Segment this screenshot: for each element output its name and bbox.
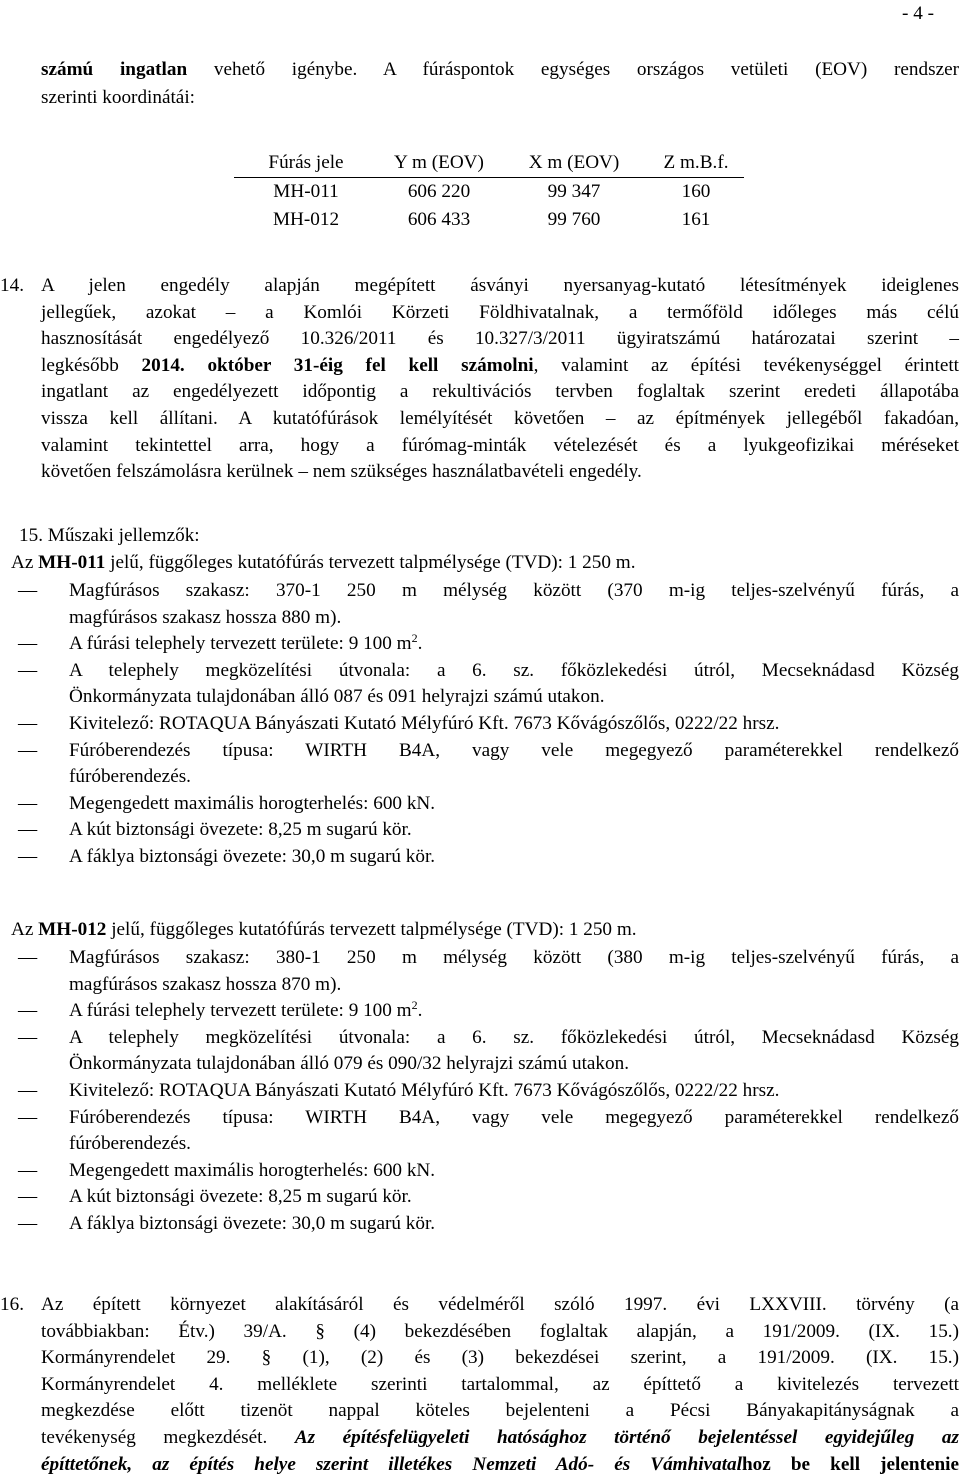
text-run: Az <box>11 919 39 940</box>
intro-text: vehető igénybe. A fúráspontok egységes országos vetületi (EOV) rendszer <box>187 59 959 80</box>
section-15-heading: 15. Műszaki jellemzők: <box>19 525 200 546</box>
dash-bullet: — <box>18 1106 38 1128</box>
table-cell: 99 347 <box>547 180 601 202</box>
intro-line-2: szerinti koordinátái: <box>41 87 195 108</box>
intro-bold: számú ingatlan <box>41 59 188 80</box>
table-header-cell: Y m (EOV) <box>378 149 500 178</box>
mh011-summary <box>11 550 636 577</box>
list-item <box>18 791 960 818</box>
item-text: A fúrási telephely tervezett területe: 9 100 m <box>69 1000 412 1022</box>
text-run: , valamint az építési tevékenységgel érintett <box>533 354 959 376</box>
text-run: tevékenység megkezdését. <box>41 1426 295 1448</box>
paragraph-line: Az épített környezet alakításáról és védelméről szóló 1997. évi LXXVIII. törvény (a <box>41 1294 959 1315</box>
well-id-bold: MH-012 <box>38 919 107 940</box>
item-text: Megengedett maximális horogterhelés: 600 kN. <box>69 1159 436 1181</box>
list-item <box>18 738 959 791</box>
list-item <box>18 1211 960 1238</box>
item-text: A fúrási telephely tervezett területe: 9 100 m <box>69 633 412 655</box>
paragraph-line: hasznosítását engedélyező 10.326/2011 és 10.327/3/2011 ügyiratszámú határozatai szerint – <box>41 328 959 350</box>
item-text: Önkormányzata tulajdonában álló 079 és 090/32 helyrajzi számú utakon. <box>69 1053 630 1075</box>
table-header-cell: Z m.B.f. <box>648 149 744 178</box>
list-item <box>18 1078 960 1105</box>
list-item <box>18 844 960 871</box>
text-run: Az <box>11 552 39 573</box>
table-cell: MH-012 <box>272 208 340 230</box>
dash-bullet: — <box>18 947 38 968</box>
list-item <box>18 1184 960 1211</box>
table-header-row <box>234 149 744 178</box>
list-item <box>18 711 960 738</box>
paragraph-line: Kormányrendelet 4. melléklete szerinti tartalommal, az építtető a kivitelezés tervezett <box>41 1373 959 1395</box>
table-cell: 606 433 <box>407 208 471 230</box>
deadline-bold: 2014. október 31-éig fel kell számolni <box>141 354 534 376</box>
paragraph-line: jellegűek, azokat – a Komlói Körzeti Földhivatalnak, a termőföld időleges más célú <box>41 301 959 323</box>
table-row <box>234 178 744 207</box>
text-run: jelű, függőleges kutatófúrás tervezett talpmélysége (TVD): 1 250 m. <box>105 552 636 573</box>
item-text: A kút biztonsági övezete: 8,25 m sugarú kör. <box>69 819 412 841</box>
paragraph-line: valamint tekintettel arra, hogy a fúrómag-minták vételezését és a lyukgeofizikai méréseket <box>41 434 959 456</box>
list-item <box>18 998 960 1025</box>
dash-bullet: — <box>18 1159 38 1181</box>
item-text: Magfúrásos szakasz: 370-1 250 m mélység között (370 m-ig teljes-szelvényű fúrás, a <box>69 580 959 601</box>
dash-bullet: — <box>18 580 38 601</box>
dash-bullet: — <box>18 712 38 734</box>
table-row <box>234 206 744 234</box>
dash-bullet: — <box>18 1026 38 1048</box>
dash-bullet: — <box>18 819 38 841</box>
item-text: magfúrásos szakasz hossza 870 m). <box>69 973 342 995</box>
paragraph-line: megkezdése előtt tizenöt nappal köteles bejelenteni a Pécsi Bányakapitányságnak a <box>41 1400 959 1422</box>
well-id-bold: MH-011 <box>38 552 106 573</box>
section-16 <box>0 1292 960 1478</box>
emphasis-bold-italic: építtetőnek, az építés helye szerint illetékes Nemzeti Adó- és Vámhivatal <box>41 1453 742 1475</box>
emphasis-bold-italic: Az építésfelügyeleti hatósághoz történő bejelentéssel egyidejűleg az <box>294 1426 959 1448</box>
item-text: . <box>417 1000 423 1022</box>
table-header-cell: X m (EOV) <box>500 149 648 178</box>
dash-bullet: — <box>18 1079 38 1101</box>
intro-line-1 <box>41 57 959 84</box>
list-item <box>18 1158 960 1185</box>
item-text: fúróberendezés. <box>69 1133 191 1155</box>
item-text: magfúrásos szakasz hossza 880 m). <box>69 606 342 628</box>
item-text: Fúróberendezés típusa: WIRTH B4A, vagy vele megegyező paraméterekkel rendelkező <box>69 1106 959 1128</box>
item-text: Önkormányzata tulajdonában álló 087 és 091 helyrajzi számú utakon. <box>69 686 605 708</box>
text-run: jelű, függőleges kutatófúrás tervezett talpmélysége (TVD): 1 250 m. <box>106 919 637 940</box>
item-text: A kút biztonsági övezete: 8,25 m sugarú kör. <box>69 1186 412 1208</box>
item-text: Kivitelező: ROTAQUA Bányászati Kutató Mélyfúró Kft. 7673 Kővágószőlős, 0222/22 hrsz. <box>69 1079 780 1101</box>
paragraph-line: ingatlant az engedélyezett időpontig a rekultivációs tervben foglaltak szerint eredeti állapotába <box>41 381 959 403</box>
dash-bullet: — <box>18 1212 38 1234</box>
item-text: Fúróberendezés típusa: WIRTH B4A, vagy vele megegyező paraméterekkel rendelkező <box>69 739 959 761</box>
table-cell: MH-011 <box>273 180 339 202</box>
item-text: . <box>417 633 423 655</box>
table-header-cell: Fúrás jele <box>234 149 378 178</box>
section-14 <box>0 273 960 486</box>
item-text: A telephely megközelítési útvonala: a 6. sz. főközlekedési útról, Mecseknádasd Község <box>69 1026 959 1048</box>
list-item <box>18 658 959 711</box>
text-run: legkésőbb <box>41 354 142 376</box>
paragraph-line: továbbiakban: Étv.) 39/A. § (4) bekezdésében foglaltak alapján, a 191/2009. (IX. 15.) <box>41 1320 959 1342</box>
table-cell: 99 760 <box>547 208 601 230</box>
list-item <box>18 631 960 658</box>
dash-bullet: — <box>18 659 38 681</box>
paragraph-line <box>41 1452 959 1479</box>
paragraph-line: Kormányrendelet 29. § (1), (2) és (3) bekezdései szerint, a 191/2009. (IX. 15.) <box>41 1347 959 1369</box>
section-number: 14. <box>0 275 24 296</box>
table-cell: 606 220 <box>407 180 471 202</box>
page-number: - 4 - <box>902 3 934 24</box>
dash-bullet: — <box>18 739 38 761</box>
coordinates-table <box>234 149 744 234</box>
item-text: fúróberendezés. <box>69 766 191 788</box>
item-text: A fáklya biztonsági övezete: 30,0 m sugarú kör. <box>69 1212 436 1234</box>
dash-bullet: — <box>18 792 38 814</box>
list-item <box>18 1105 959 1158</box>
paragraph-line: vissza kell állítani. A kutatófúrások lemélyítését követően – az építmények jellegéből fakadóan, <box>41 407 959 429</box>
item-text: A telephely megközelítési útvonala: a 6. sz. főközlekedési útról, Mecseknádasd Község <box>69 659 959 681</box>
paragraph-line: A jelen engedély alapján megépített ásványi nyersanyag-kutató létesítmények ideiglenes <box>41 275 959 296</box>
item-text: Kivitelező: ROTAQUA Bányászati Kutató Mélyfúró Kft. 7673 Kővágószőlős, 0222/22 hrsz. <box>69 712 780 734</box>
item-text: Megengedett maximális horogterhelés: 600 kN. <box>69 792 436 814</box>
dash-bullet: — <box>18 1000 38 1022</box>
paragraph-line <box>41 353 959 380</box>
mh012-list <box>18 945 960 1238</box>
dash-bullet: — <box>18 1186 38 1208</box>
table-cell: 160 <box>681 180 711 202</box>
list-item <box>18 817 960 844</box>
paragraph-line <box>41 1425 959 1452</box>
list-item <box>18 1025 959 1078</box>
mh011-list <box>18 578 960 871</box>
section-number: 16. <box>0 1294 24 1315</box>
list-item <box>18 578 959 631</box>
paragraph-line: követően felszámolásra kerülnek – nem szükséges használatbavételi engedély. <box>41 461 642 483</box>
superscript: 2 <box>411 998 418 1013</box>
dash-bullet: — <box>18 845 38 867</box>
superscript: 2 <box>411 631 418 646</box>
item-text: A fáklya biztonsági övezete: 30,0 m sugarú kör. <box>69 845 436 867</box>
mh012-summary <box>11 917 637 944</box>
dash-bullet: — <box>18 633 38 655</box>
item-text: Magfúrásos szakasz: 380-1 250 m mélység között (380 m-ig teljes-szelvényű fúrás, a <box>69 947 959 968</box>
table-cell: 161 <box>681 208 711 230</box>
emphasis-bold: hoz be kell jelentenie <box>741 1453 959 1475</box>
list-item <box>18 945 959 998</box>
